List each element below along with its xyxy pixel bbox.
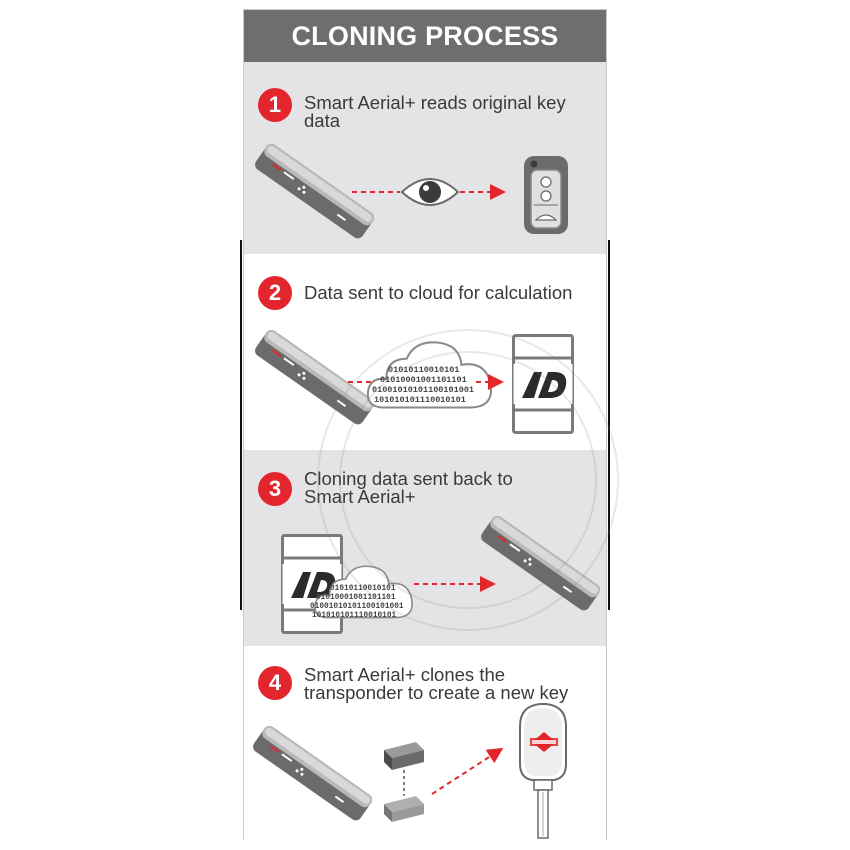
binary-data-text	[372, 365, 474, 405]
step-3-illustration	[244, 450, 606, 646]
binary-line: 01001010101100101001	[310, 603, 404, 611]
step-1-panel	[244, 62, 606, 254]
binary-line: 01010110010101	[388, 365, 460, 375]
step-2-text: Data sent to cloud for calculation	[304, 282, 573, 303]
step-1-number-badge: 1	[258, 88, 292, 122]
step-3-text-line: Smart Aerial+	[304, 486, 416, 507]
binary-line: 101010101110010101	[312, 612, 397, 620]
step-3-text-line: Cloning data sent back to	[304, 468, 513, 489]
smart-aerial-device-icon	[253, 142, 377, 241]
eye-icon	[402, 179, 458, 205]
cloning-process-infographic	[243, 9, 607, 840]
left-frame-line	[240, 240, 242, 610]
step-3-number-badge: 3	[258, 472, 292, 506]
binary-line: 01010110010101	[330, 585, 396, 593]
binary-line: 01001010101100101001	[372, 385, 475, 395]
dashed-arrow	[432, 750, 500, 794]
smart-aerial-device-icon	[253, 328, 377, 427]
right-frame-line	[608, 240, 610, 610]
step-4-illustration	[244, 646, 606, 840]
smart-aerial-device-icon	[479, 514, 603, 613]
step-4-panel	[244, 646, 606, 840]
server-icon	[514, 336, 573, 433]
binary-line: 101010101110010101	[374, 395, 466, 405]
step-2-number-badge: 2	[258, 276, 292, 310]
car-key-icon	[520, 704, 566, 838]
step-2-illustration	[244, 254, 606, 450]
step-1-illustration	[244, 62, 606, 254]
step-1-text: Smart Aerial+ reads original key data	[304, 92, 566, 131]
step-3-panel	[244, 450, 606, 646]
binary-line: 01010001001101101	[380, 375, 467, 385]
binary-line: 01010001001101101	[316, 594, 396, 602]
step-2-panel	[244, 254, 606, 450]
car-remote-key-icon	[524, 156, 568, 234]
transponder-chip-icon	[384, 796, 424, 822]
step-4-text-line: transponder to create a new key	[304, 682, 569, 703]
infographic-title: CLONING PROCESS	[244, 10, 606, 62]
step-4-number-badge: 4	[258, 666, 292, 700]
transponder-chip-icon	[384, 742, 424, 770]
step-4-text-line: Smart Aerial+ clones the	[304, 664, 506, 685]
smart-aerial-device-icon	[251, 724, 375, 823]
